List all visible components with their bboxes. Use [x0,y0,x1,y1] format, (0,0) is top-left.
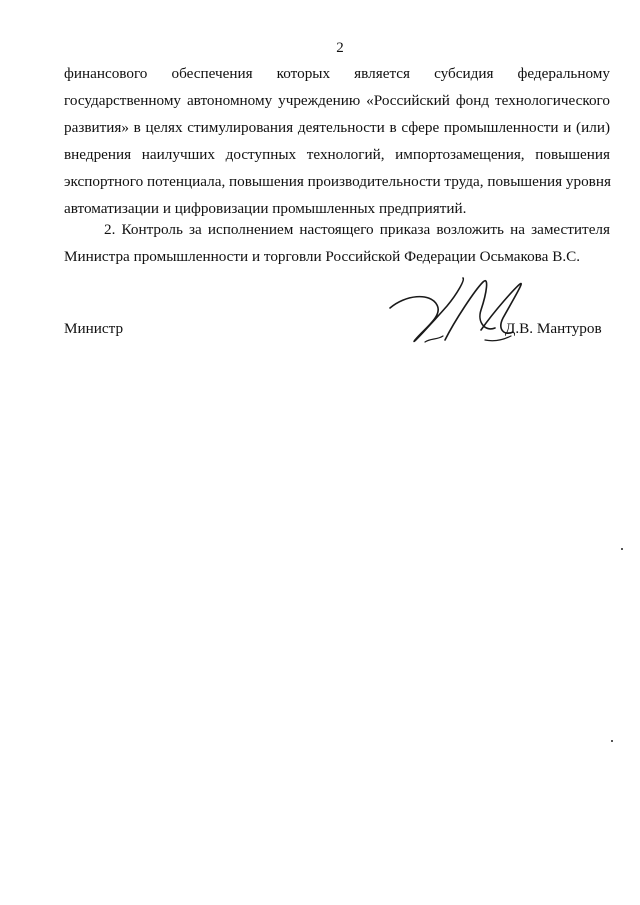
paragraph-2 [64,216,610,270]
signatory-title: Министр [64,320,124,337]
paragraph-line: государственному автономному учреждению «Российский фонд технологического [64,92,610,109]
paragraph-line: финансового обеспечения которых является субсидия федеральному [64,65,610,82]
paragraph-line: внедрения наилучших доступных технологий, импортозамещения, повышения [64,146,610,163]
paragraph-line: Министра промышленности и торговли Российской Федерации Осьмакова В.С. [64,248,581,265]
scan-artifact [621,548,623,550]
scan-artifact [611,740,613,742]
paragraph-1 [64,60,610,222]
paragraph-line: автоматизации и цифровизации промышленных предприятий. [64,200,467,217]
paragraph-line: 2. Контроль за исполнением настоящего приказа возложить на заместителя [104,221,610,238]
signatory-name: Д.В. Мантуров [505,320,602,337]
paragraph-line: развития» в целях стимулирования деятельности в сфере промышленности и (или) [64,119,610,136]
paragraph-line: экспортного потенциала, повышения производительности труда, повышения уровня [64,173,611,190]
page-number: 2 [336,40,344,56]
